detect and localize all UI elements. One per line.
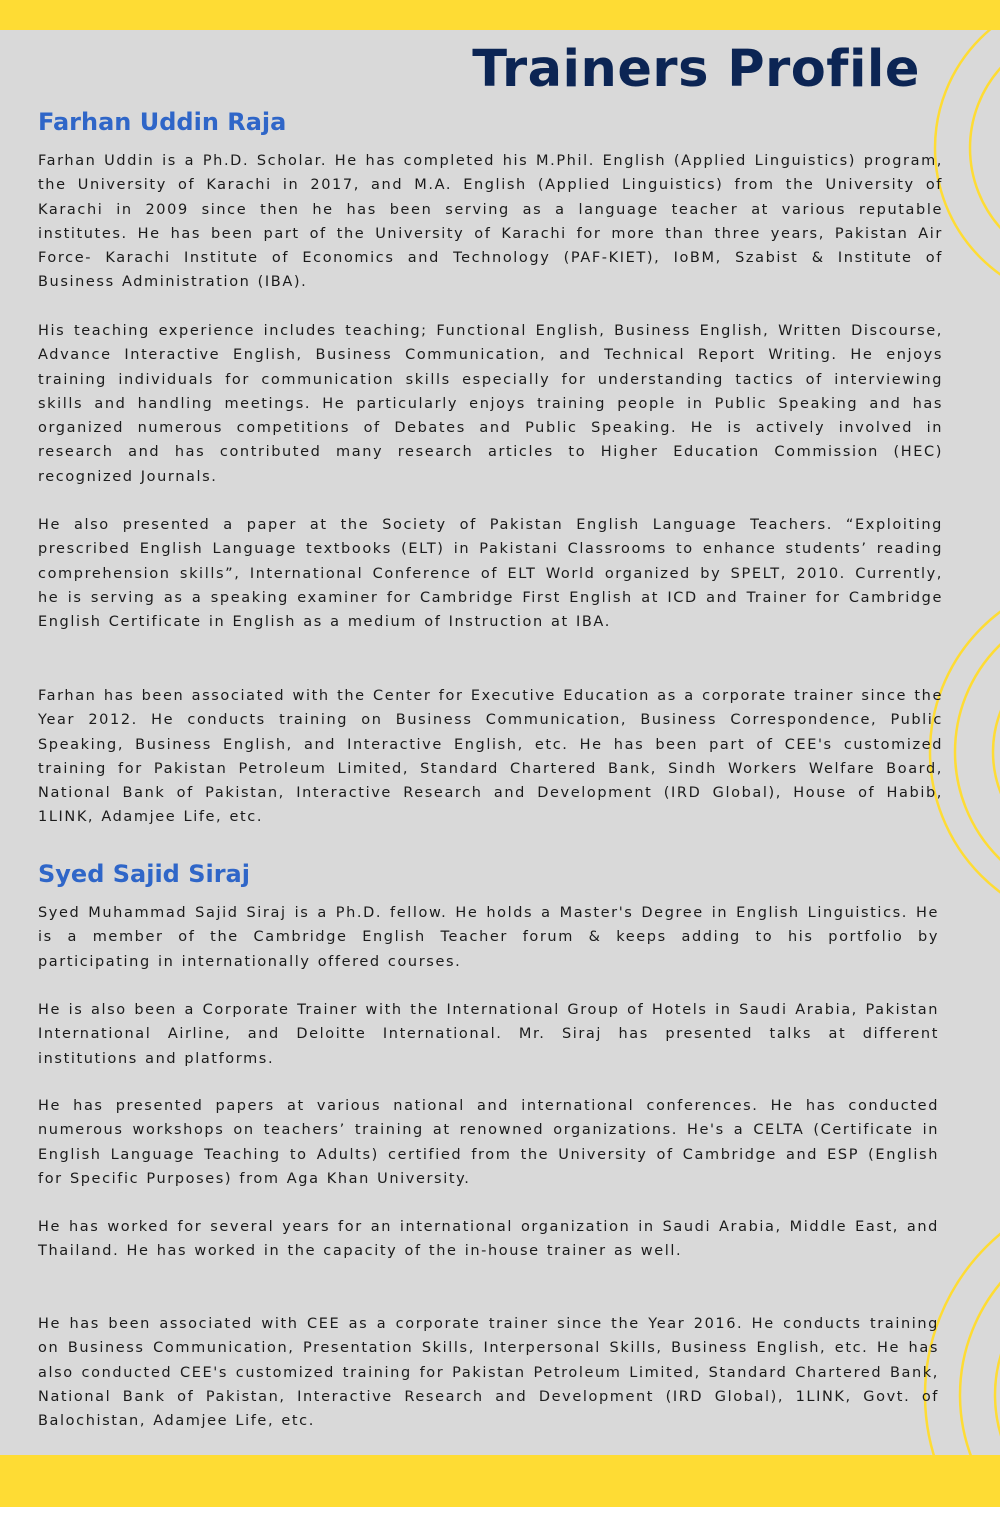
sajid-bio-paragraph-4: He has worked for several years for an international organization in Saudi Arabia, Middle East, and Thailand. He has worked in the capacity of the in-house trainer as well. — [38, 1219, 939, 1260]
top-outer-arc — [935, 0, 1000, 303]
bottom-white-strip — [0, 1507, 1000, 1530]
sajid-bio-paragraph-1: Syed Muhammad Sajid Siraj is a Ph.D. fellow. He holds a Master's Degree in English Linguistics. He is a member of the Cambridge English Teacher forum & keeps adding to his portfolio by participating in internationally offered courses. — [38, 905, 939, 970]
trainer-name-farhan: Farhan Uddin Raja — [38, 108, 287, 136]
bottom-yellow-band — [0, 1455, 1000, 1507]
sajid-bio-paragraph-2: He is also been a Corporate Trainer with the International Group of Hotels in Saudi Arabia, Pakistan International Airline, and Deloitte International. Mr. Siraj has presented talks at different institutions and platforms. — [38, 1002, 939, 1067]
sajid-bio-paragraph-5: He has been associated with CEE as a corporate trainer since the Year 2016. He conducts training on Business Communication, Presentation Skills, Interpersonal Skills, Business English, etc. He has also conducted CEE's customized training for Pakistan Petroleum Limited, Standard Chartered Bank, National Bank of Pakistan, Interactive Research and Development (IRD Global), 1LINK, Govt. of Balochistan, Adamjee Life, etc. — [38, 1316, 939, 1430]
farhan-bio-paragraph-4: Farhan has been associated with the Center for Executive Education as a corporate trainer since the Year 2012. He conducts training on Business Communication, Business Correspondence, Public Speaking, Business English, and Interactive English, etc. He has been part of CEE's customized training for Pakistan Petroleum Limited, Standard Chartered Bank, Sindh Workers Welfare Board, National Bank of Pakistan, Interactive Research and Development (IRD Global), House of Habib, 1LINK, Adamjee Life, etc. — [38, 688, 943, 826]
top-inner-arc — [970, 28, 1000, 268]
farhan-bio-paragraph-2: His teaching experience includes teaching; Functional English, Business English, Written Discourse, Advance Interactive English, Business Communication, and Technical Report Writing. He enjoys training individuals for communication skills especially for understanding tactics of interviewing skills and handling meetings. He particularly enjoys training people in Public Speaking and has organized numerous competitions of Debates and Public Speaking. He is actively involved in research and has contributed many research articles to Higher Education Commission (HEC) recognized Journals. — [38, 323, 943, 485]
farhan-bio-paragraph-3: He also presented a paper at the Society of Pakistan English Language Teachers. “Exploiting prescribed English Language textbooks (ELT) in Pakistani Classrooms to enhance students’ reading comprehension skills”, International Conference of ELT World organized by SPELT, 2010. Currently, he is serving as a speaking examiner for Cambridge First English at ICD and Trainer for Cambridge English Certificate in English as a medium of Instruction at IBA. — [38, 517, 943, 631]
sajid-bio-paragraph-3: He has presented papers at various national and international conferences. He has conducted numerous workshops on teachers’ training at renowned organizations. He's a CELTA (Certificate in English Language Teaching to Adults) certified from the University of Cambridge and ESP (English for Specific Purposes) from Aga Khan University. — [38, 1098, 939, 1187]
middle-inner-arc — [993, 640, 1000, 864]
page-title: Trainers Profile — [472, 40, 920, 99]
farhan-bio-paragraph-1: Farhan Uddin is a Ph.D. Scholar. He has completed his M.Phil. English (Applied Linguistics) program, the University of Karachi in 2017, and M.A. English (Applied Linguistics) from the University of Karachi in 2009 since then he has been serving as a language teacher at various reputable institutes. He has been part of the University of Karachi for more than three years, Pakistan Air Force- Karachi Institute of Economics and Technology (PAF-KIET), IoBM, Szabist & Institute of Business Administration (IBA). — [38, 153, 943, 291]
trainer-name-sajid: Syed Sajid Siraj — [38, 860, 250, 888]
